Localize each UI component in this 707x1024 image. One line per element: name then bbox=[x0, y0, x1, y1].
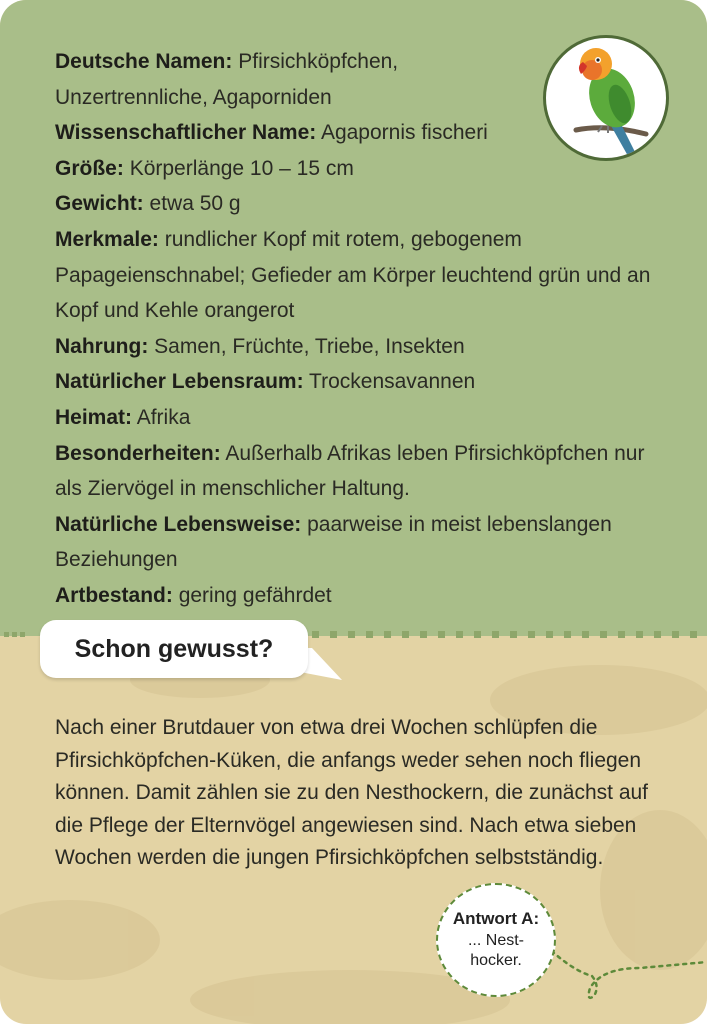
fact-value: Außerhalb Afrikas leben Pfirsichköpfchen nur als Ziervögel in menschlicher Haltung. bbox=[55, 441, 645, 501]
fact-german-names bbox=[55, 44, 525, 115]
fact-lifestyle bbox=[55, 507, 665, 578]
fact-value: Pfirsichköpfchen, Unzertrennliche, Agaporniden bbox=[55, 50, 399, 109]
fact-value: Agapornis fischeri bbox=[320, 121, 488, 145]
fact-special bbox=[55, 436, 665, 507]
fact-label: Merkmale: bbox=[55, 227, 159, 251]
fact-habitat bbox=[55, 364, 665, 400]
fact-value: paarweise in meist lebenslangen Beziehungen bbox=[55, 512, 612, 572]
callout-title: Schon gewusst? bbox=[74, 635, 274, 663]
fact-value: gering gefährdet bbox=[178, 583, 332, 607]
callout-bubble bbox=[40, 620, 350, 690]
fact-value: rundlicher Kopf mit rotem, gebogenem Papageienschnabel; Gefieder am Körper leuchtend grün und an Kopf und Kehle orangerot bbox=[55, 227, 651, 323]
fact-label: Deutsche Namen: bbox=[55, 50, 233, 73]
fact-weight bbox=[55, 186, 665, 222]
lovebird-icon bbox=[543, 35, 669, 161]
fact-label: Heimat: bbox=[55, 405, 133, 429]
fact-home bbox=[55, 400, 665, 436]
fact-features bbox=[55, 222, 665, 329]
fact-label: Natürliche Lebensweise: bbox=[55, 512, 302, 536]
fact-value: Körperlänge 10 – 15 cm bbox=[129, 156, 354, 180]
answer-label: Antwort A: bbox=[452, 909, 540, 928]
fact-value: Trockensavannen bbox=[309, 370, 476, 394]
dotted-trail bbox=[540, 930, 707, 1010]
fact-value: Samen, Früchte, Triebe, Insekten bbox=[154, 334, 465, 358]
fact-label: Artbestand: bbox=[55, 583, 173, 607]
fact-label: Gewicht: bbox=[55, 192, 144, 216]
fact-label: Nahrung: bbox=[55, 334, 149, 358]
fun-fact-text: Nach einer Brutdauer von etwa drei Wochen schlüpfen die Pfirsichköpfchen-Küken, die anfangs weder sehen noch fliegen können. Damit zählen sie zu den Nesthockern, die zunächst auf die Pflege der Elternvögel angewiesen sind. Nach etwa sieben Wochen werden die jungen Pfirsichköpfchen selbstständig. bbox=[55, 716, 649, 869]
fact-scientific-name bbox=[55, 115, 525, 151]
fact-value: Afrika bbox=[136, 405, 191, 429]
fact-diet bbox=[55, 329, 665, 365]
fact-size bbox=[55, 151, 525, 187]
fact-value: etwa 50 g bbox=[149, 192, 241, 216]
fact-label: Besonderheiten: bbox=[55, 441, 221, 465]
answer-badge bbox=[436, 883, 556, 997]
fact-label: Wissenschaftlicher Name: bbox=[55, 121, 317, 145]
fact-population bbox=[55, 578, 665, 614]
answer-value: ... Nest-hocker. bbox=[467, 932, 524, 969]
fact-label: Natürlicher Lebensraum: bbox=[55, 370, 304, 394]
fact-label: Größe: bbox=[55, 156, 124, 180]
